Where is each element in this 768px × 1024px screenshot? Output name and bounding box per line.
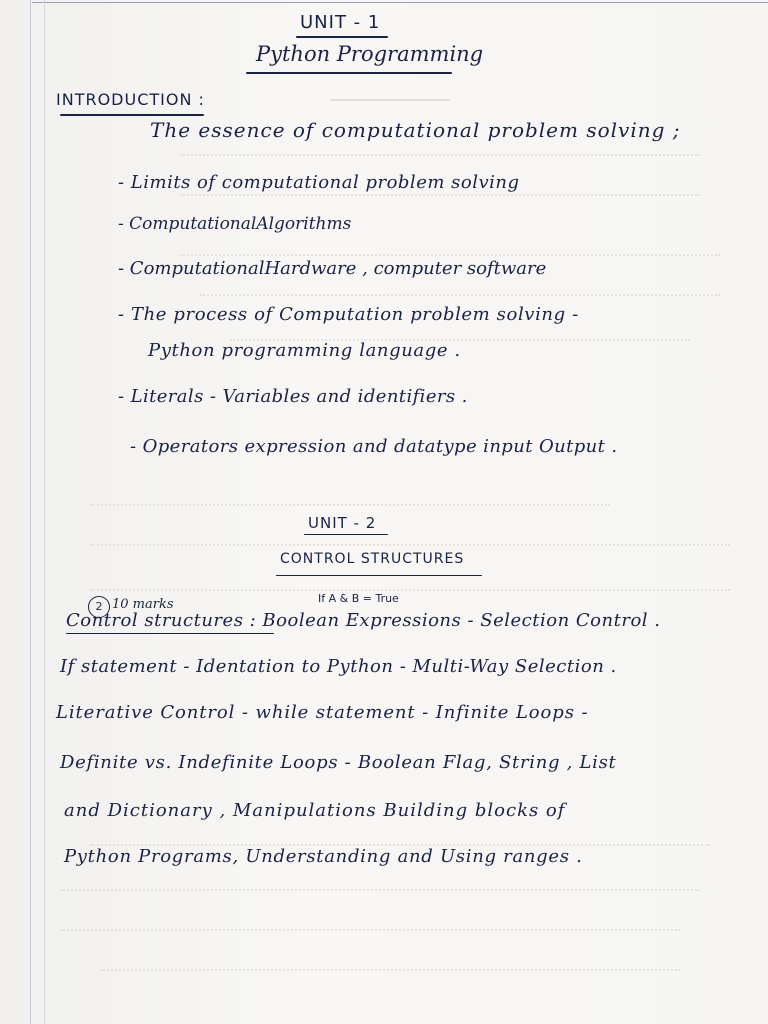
bullet-2: - ComputationalAlgorithms [118, 214, 352, 234]
unit1-heading: UNIT - 1 [300, 12, 381, 33]
unit2-line-4: Definite vs. Indefinite Loops - Boolean Flag, String , List [60, 752, 617, 773]
bullet-3: - ComputationalHardware , computer software [118, 258, 547, 279]
marks-note: 10 marks [112, 597, 174, 612]
unit1-title: Python Programming [256, 42, 484, 66]
unit2-line-2: If statement - Identation to Python - Multi-Way Selection . [60, 656, 617, 677]
bullet-1: - Limits of computational problem solving [118, 172, 520, 193]
control-structures-underline [66, 633, 274, 634]
bullet-4: - The process of Computation problem solving - [118, 304, 579, 325]
unit2-heading-underline [304, 534, 388, 535]
bullet-6: - Operators expression and datatype input Output . [130, 436, 618, 457]
bullet-5: - Literals - Variables and identifiers . [118, 386, 468, 407]
unit2-title: CONTROL STRUCTURES [280, 551, 465, 567]
unit1-heading-underline [296, 36, 388, 38]
bullet-4-continued: Python programming language . [148, 340, 461, 361]
page-top-edge [32, 2, 768, 3]
unit2-heading: UNIT - 2 [308, 514, 377, 532]
unit2-line-5: and Dictionary , Manipulations Building blocks of [64, 800, 566, 821]
page-margin-line-2 [44, 0, 45, 1024]
introduction-underline [60, 114, 204, 116]
circled-mark-number: 2 [95, 600, 103, 613]
unit2-line-3: Literative Control - while statement - Infinite Loops - [56, 702, 589, 723]
introduction-label: INTRODUCTION : [56, 90, 205, 109]
intro-line: The essence of computational problem solving ; [150, 118, 681, 142]
unit2-title-underline [276, 575, 482, 576]
unit2-line-6: Python Programs, Understanding and Using ranges . [64, 846, 583, 867]
page-margin-line [30, 0, 31, 1024]
boolean-margin-note: If A & B = True [318, 592, 399, 605]
unit2-line-1: Control structures : Boolean Expressions - Selection Control . [66, 610, 661, 631]
unit1-title-underline [246, 72, 452, 74]
